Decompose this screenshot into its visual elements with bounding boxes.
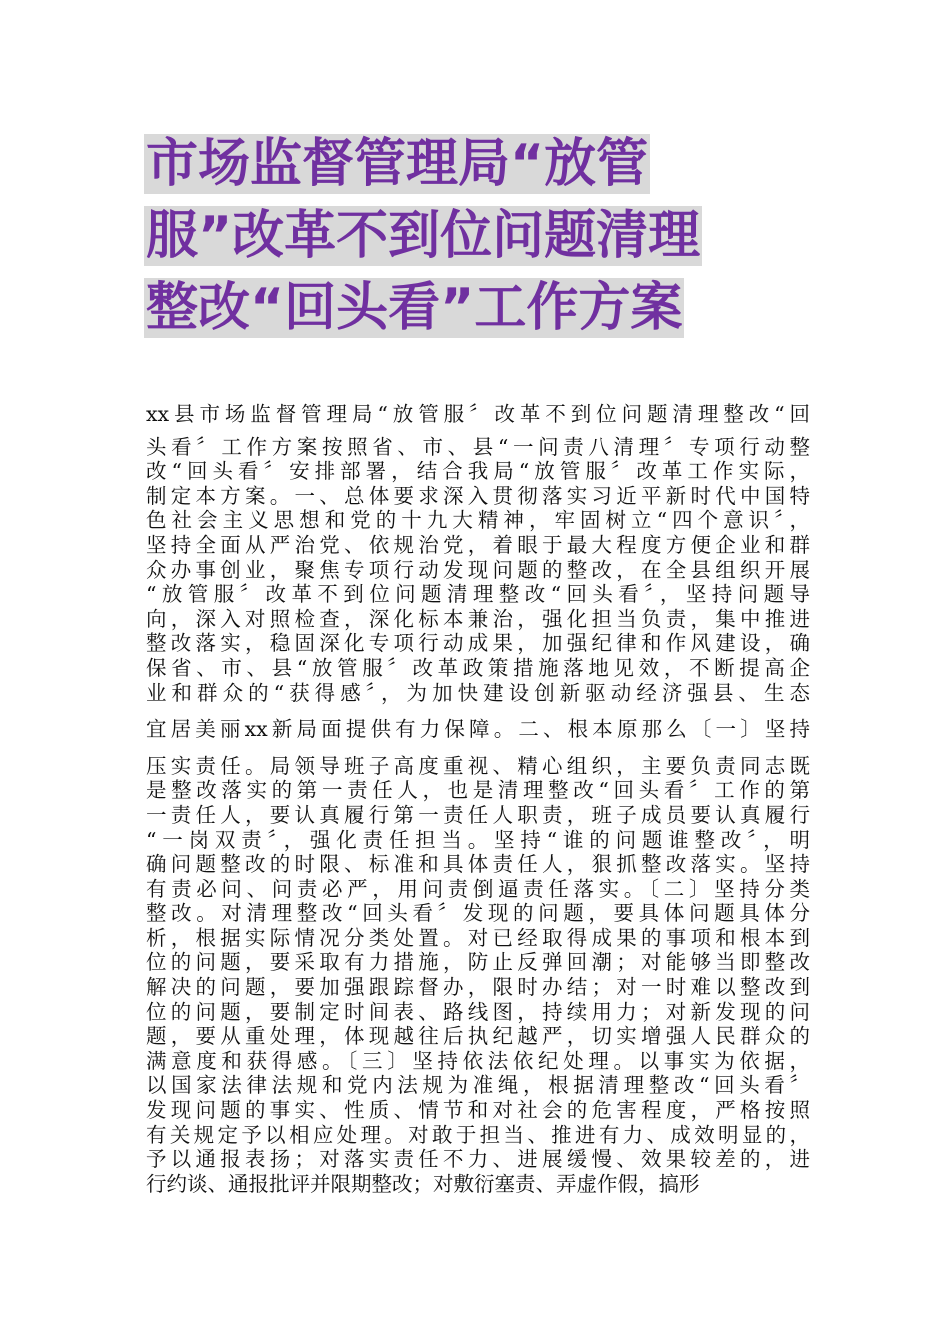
body-line: 位的问题，要采取有力措施，防止反弹回潮；对能够当即整改	[146, 950, 810, 975]
document-body	[146, 402, 810, 1196]
title-line	[144, 200, 810, 272]
body-line: 改“回头看〞安排部署，结合我局“放管服〞改革工作实际，	[146, 459, 810, 484]
title-line-text: 服”改革不到位问题清理	[146, 206, 701, 266]
body-line: 以国家法律法规和党内法规为准绳，根据清理整改“回头看〞	[146, 1073, 810, 1098]
body-line: 确问题整改的时限、标准和具体责任人，狠抓整改落实。坚持	[146, 852, 810, 877]
body-line: 行约谈、通报批评并限期整改；对敷衍塞责、弄虚作假，搞形	[146, 1171, 700, 1196]
body-line: 发现问题的事实、性质、情节和对社会的危害程度，严格按照	[146, 1098, 810, 1123]
body-line: 色社会主义思想和党的十九大精神，牢固树立“四个意识〞，	[146, 508, 810, 533]
body-line: 有关规定予以相应处理。对敢于担当、推进有力、成效明显的，	[146, 1122, 810, 1147]
body-line: 头看〞工作方案按照省、市、县“一问责八清理〞专项行动整	[146, 434, 810, 459]
title-line	[144, 128, 810, 200]
title-line-text: 市场监督管理局“放管	[146, 134, 649, 194]
body-line: 宜居美丽xx新局面提供有力保障。二、根本原那么〔一〕坚持	[146, 717, 810, 742]
body-line: 业和群众的“获得感〞，为加快建设创新驱动经济强县、生态	[146, 680, 810, 705]
body-line: 众办事创业，聚焦专项行动发现问题的整改，在全县组织开展	[146, 557, 810, 582]
body-line: 一责任人，要认真履行第一责任人职责，班子成员要认真履行	[146, 802, 810, 827]
body-line: 整改落实，稳固深化专项行动成果，加强纪律和作风建设，确	[146, 631, 810, 656]
body-line: xx县市场监督管理局“放管服〞改革不到位问题清理整改“回	[146, 402, 810, 426]
body-line: 予以通报表扬；对落实责任不力、进展缓慢、效果较差的，进	[146, 1147, 810, 1172]
body-line: 位的问题，要制定时间表、路线图，持续用力；对新发现的问	[146, 999, 810, 1024]
body-line: 坚持全面从严治党、依规治党，着眼于最大程度方便企业和群	[146, 532, 810, 557]
body-line: 解决的问题，要加强跟踪督办，限时办结；对一时难以整改到	[146, 975, 810, 1000]
title-line-text: 整改“回头看”工作方案	[146, 278, 683, 338]
body-line: 满意度和获得感。〔三〕坚持依法依纪处理。以事实为依据，	[146, 1048, 810, 1073]
title-line	[144, 272, 810, 344]
body-line: 整改。对清理整改“回头看〞发现的问题，要具体问题具体分	[146, 901, 810, 926]
body-line: 压实责任。局领导班子高度重视、精心组织，主要负责同志既	[146, 753, 810, 778]
body-line: “放管服〞改革不到位问题清理整改“回头看〞，坚持问题导	[146, 582, 810, 607]
body-line: 制定本方案。一、总体要求深入贯彻落实习近平新时代中国特	[146, 483, 810, 508]
body-line: 向，深入对照检查，深化标本兼治，强化担当负责，集中推进	[146, 606, 810, 631]
body-line: 有责必问、问责必严，用问责倒逼责任落实。〔二〕坚持分类	[146, 876, 810, 901]
body-line: “一岗双责〞，强化责任担当。坚持“谁的问题谁整改〞，明	[146, 827, 810, 852]
body-line: 析，根据实际情况分类处置。对已经取得成果的事项和根本到	[146, 925, 810, 950]
body-line: 是整改落实的第一责任人，也是清理整改“回头看〞工作的第	[146, 778, 810, 803]
document-title	[144, 128, 810, 344]
body-line: 题，要从重处理，体现越往后执纪越严，切实增强人民群众的	[146, 1024, 810, 1049]
body-line: 保省、市、县“放管服〞改革政策措施落地见效，不断提高企	[146, 655, 810, 680]
